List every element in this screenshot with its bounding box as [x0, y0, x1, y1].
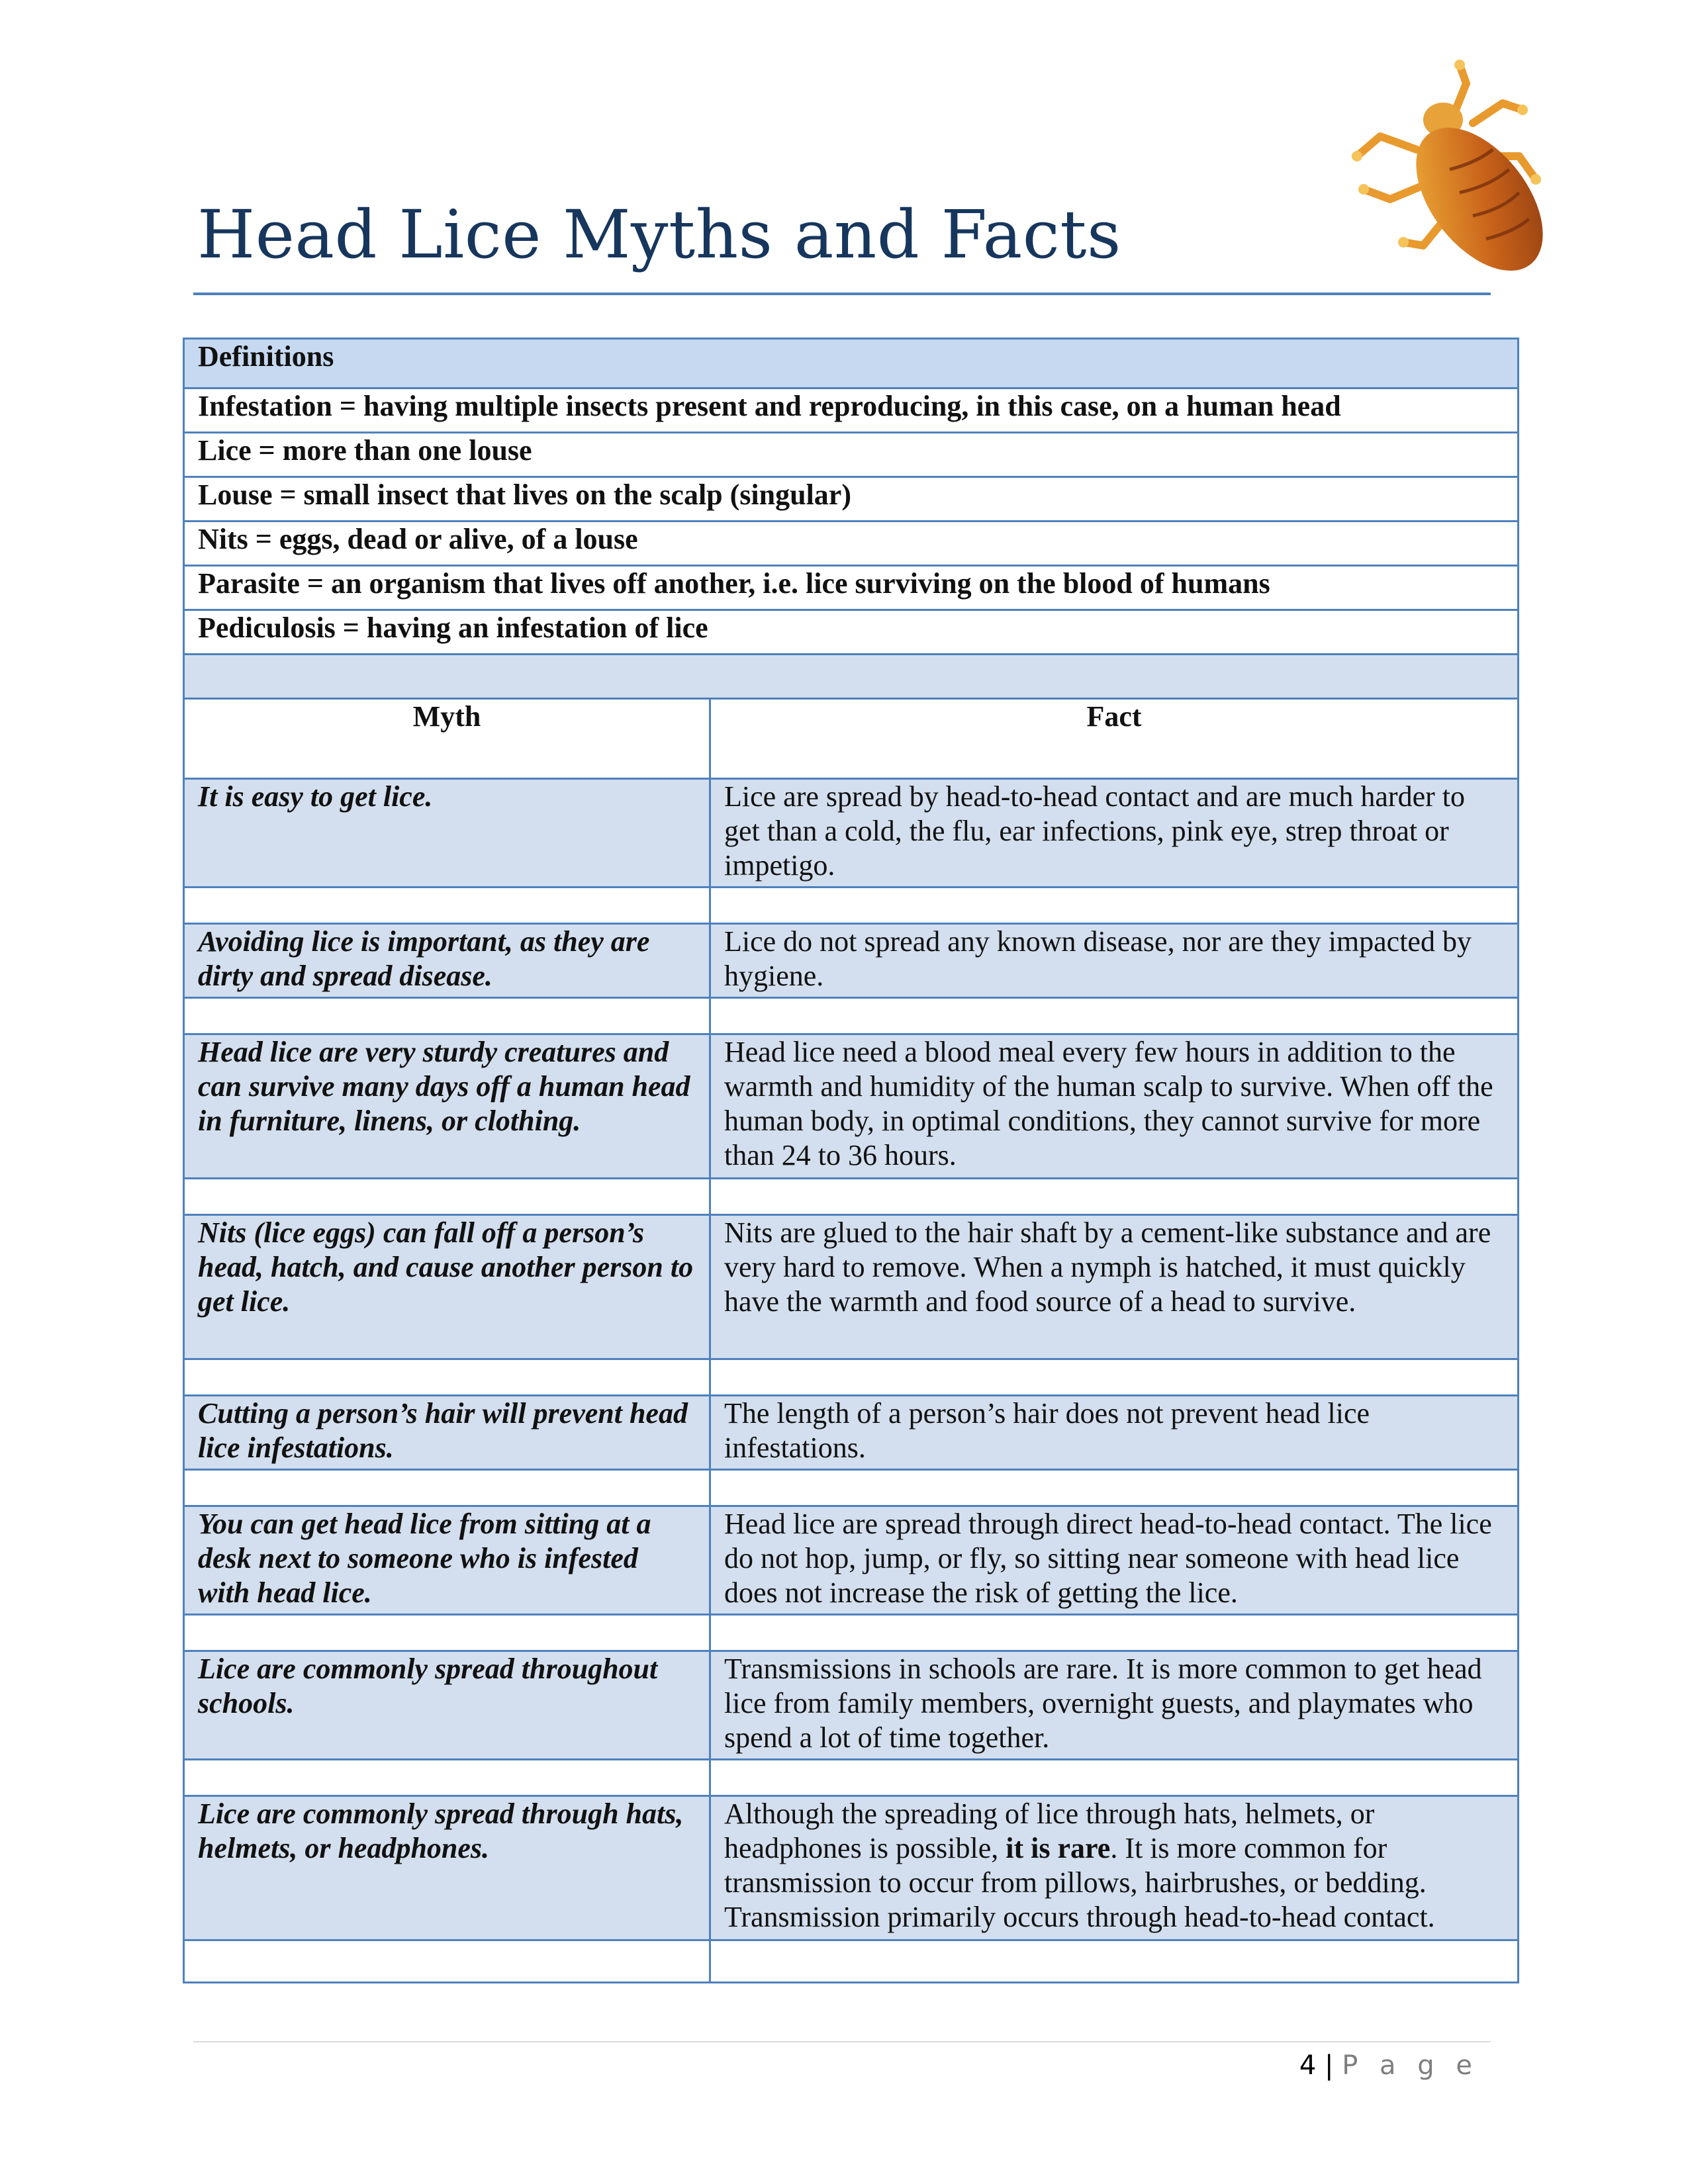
- gap-cell: [184, 998, 710, 1034]
- myth-cell: Lice are commonly spread through hats, helmets, or headphones.: [184, 1796, 710, 1940]
- myth-cell: Avoiding lice is important, as they are dirty and spread disease.: [184, 924, 710, 998]
- gap-cell: [184, 1179, 710, 1215]
- fact-cell: Head lice are spread through direct head-to-head contact. The lice do not hop, jump, or fly, so sitting near someone with head lice does not increase the risk of getting the lice.: [710, 1506, 1519, 1615]
- title-divider: [193, 293, 1491, 295]
- myth-cell: Head lice are very sturdy creatures and can survive many days off a human head in furniture, linens, or clothing.: [184, 1034, 710, 1179]
- myth-cell: Lice are commonly spread throughout schools.: [184, 1651, 710, 1760]
- footer-divider: [193, 2041, 1491, 2042]
- gap-cell: [184, 1470, 710, 1506]
- fact-emphasis: it is rare: [1006, 1832, 1111, 1864]
- fact-text: . It is more common for transmission to occur from pillows, hairbrushes, or bedding. Transmission primarily occurs through head-to-head contact.: [724, 1832, 1435, 1933]
- gap-cell: [710, 1470, 1519, 1506]
- myth-cell: You can get head lice from sitting at a desk next to someone who is infested with head lice.: [184, 1506, 710, 1615]
- myth-cell: Nits (lice eggs) can fall off a person’s head, hatch, and cause another person to get lice.: [184, 1215, 710, 1359]
- definitions-and-myths-table: [183, 338, 1517, 1983]
- definition-item: Nits = eggs, dead or alive, of a louse: [184, 522, 1519, 566]
- fact-cell: Transmissions in schools are rare. It is more common to get head lice from family members, overnight guests, and playmates who spend a lot of time together.: [710, 1651, 1519, 1760]
- definition-item: Parasite = an organism that lives off another, i.e. lice surviving on the blood of humans: [184, 566, 1519, 610]
- gap-cell: [184, 1615, 710, 1651]
- fact-text: Although the spreading of lice through hats, helmets, or headphones is possible,: [724, 1797, 1375, 1864]
- gap-cell: [710, 1760, 1519, 1796]
- gap-cell: [710, 1359, 1519, 1396]
- myth-cell: It is easy to get lice.: [184, 779, 710, 887]
- gap-cell: [184, 1940, 710, 1983]
- fact-cell: Lice do not spread any known disease, nor are they impacted by hygiene.: [710, 924, 1519, 998]
- fact-cell: Lice are spread by head-to-head contact and are much harder to get than a cold, the flu, ear infections, pink eye, strep throat or impetigo.: [710, 779, 1519, 887]
- footer-separator: |: [1325, 2050, 1334, 2081]
- louse-logo: [1317, 57, 1569, 302]
- page-number: 4: [1299, 2050, 1317, 2081]
- gap-cell: [710, 1940, 1519, 1983]
- page-label: P a g e: [1342, 2050, 1479, 2081]
- definition-item: Pediculosis = having an infestation of lice: [184, 610, 1519, 655]
- myth-cell: Cutting a person’s hair will prevent head lice infestations.: [184, 1396, 710, 1470]
- gap-cell: [710, 1615, 1519, 1651]
- gap-cell: [184, 887, 710, 924]
- fact-column-header: Fact: [710, 699, 1519, 779]
- definition-item: Infestation = having multiple insects present and reproducing, in this case, on a human head: [184, 388, 1519, 433]
- definition-item: Lice = more than one louse: [184, 433, 1519, 477]
- page-footer: [1299, 2050, 1479, 2081]
- fact-cell: Head lice need a blood meal every few hours in addition to the warmth and humidity of the human scalp to survive. When off the human body, in optimal conditions, they cannot survive for more than 24 to 36 hours.: [710, 1034, 1519, 1179]
- gap-cell: [184, 1359, 710, 1396]
- myth-column-header: Myth: [184, 699, 710, 779]
- section-spacer: [184, 655, 1519, 699]
- gap-cell: [710, 887, 1519, 924]
- gap-cell: [184, 1760, 710, 1796]
- fact-cell: Nits are glued to the hair shaft by a cement-like substance and are very hard to remove. When a nymph is hatched, it must quickly have the warmth and food source of a head to survive.: [710, 1215, 1519, 1359]
- definitions-heading: Definitions: [184, 339, 1519, 388]
- definition-item: Louse = small insect that lives on the scalp (singular): [184, 477, 1519, 522]
- fact-cell: The length of a person’s hair does not prevent head lice infestations.: [710, 1396, 1519, 1470]
- gap-cell: [710, 998, 1519, 1034]
- fact-cell: [710, 1796, 1519, 1940]
- gap-cell: [710, 1179, 1519, 1215]
- page-title: Head Lice Myths and Facts: [197, 196, 1121, 273]
